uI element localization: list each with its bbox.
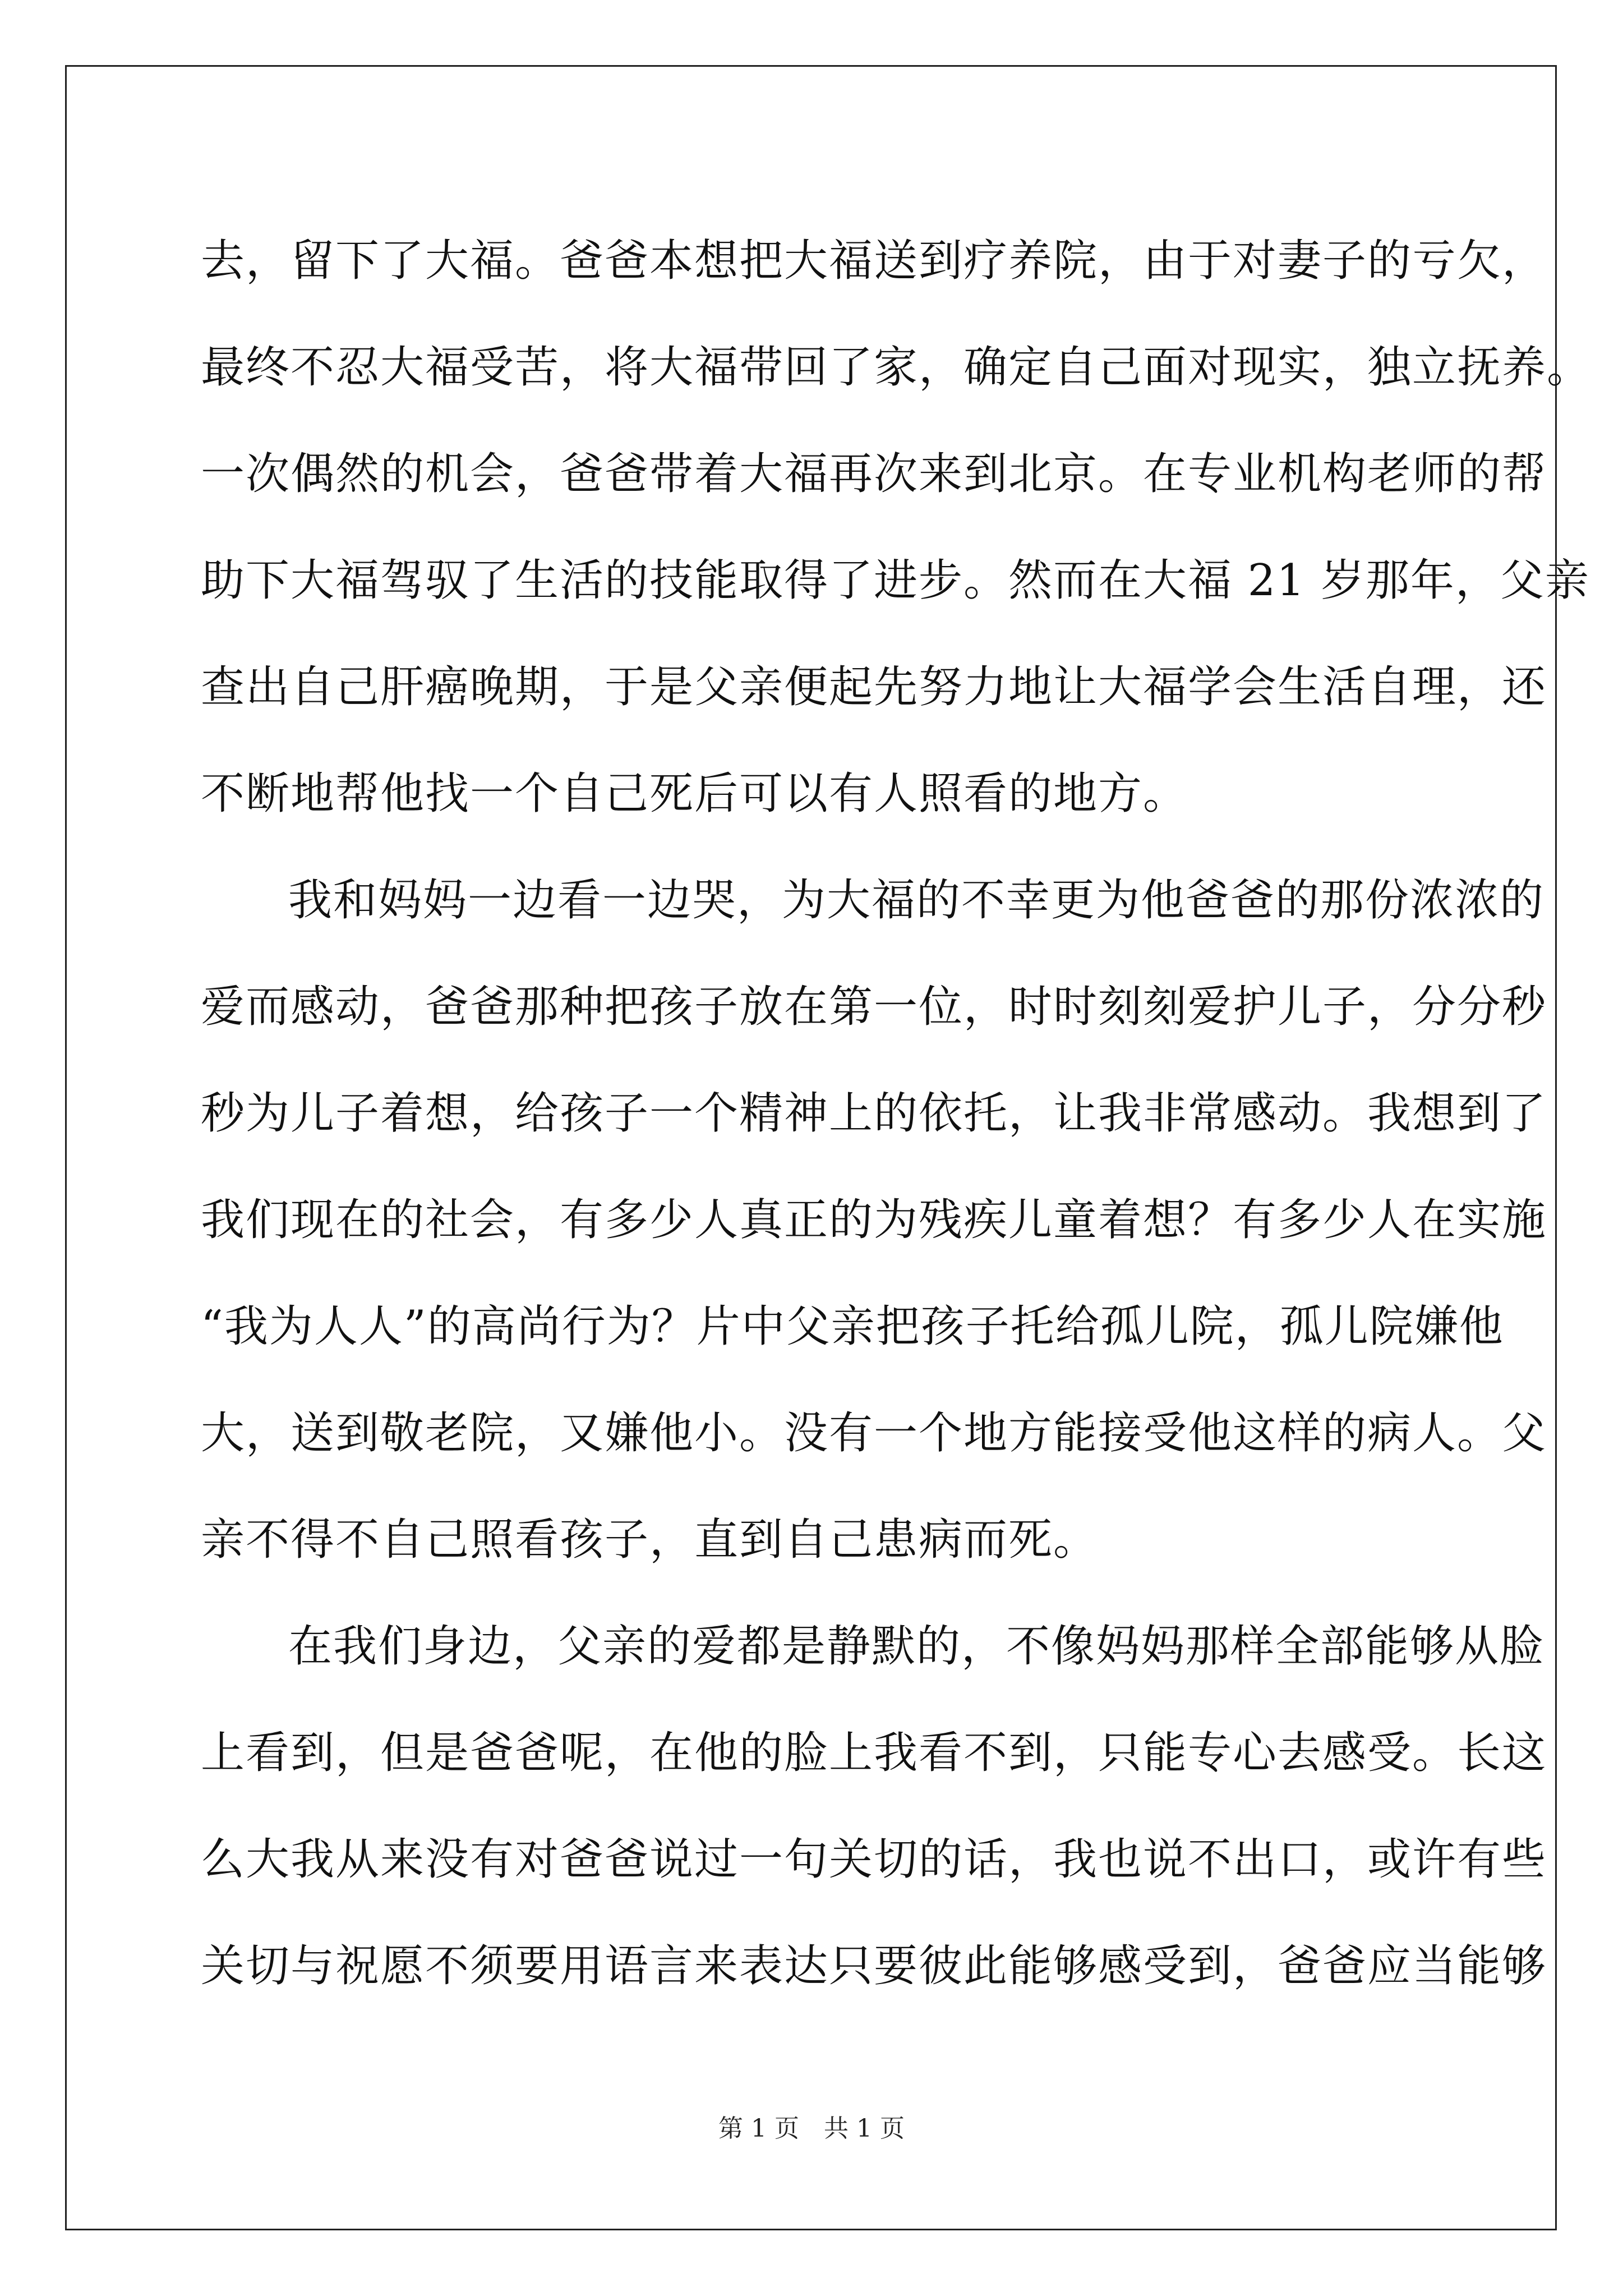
paragraph-line: 不断地帮他找一个自己死后可以有人照看的地方。: [201, 769, 1188, 819]
paragraph-line: 最终不忍大福受苦，将大福带回了家，确定自己面对现实，独立抚养。: [201, 342, 1592, 393]
page-footer: 第 1 页 共 1 页: [718, 2114, 905, 2143]
paragraph-line: 上看到，但是爸爸呢，在他的脸上我看不到，只能专心去感受。长这: [201, 1728, 1547, 1778]
paragraph-line: 在我们身边，父亲的爱都是静默的，不像妈妈那样全部能够从脸: [288, 1621, 1545, 1672]
paragraph-line: 大，送到敬老院，又嫌他小。没有一个地方能接受他这样的病人。父: [201, 1408, 1547, 1458]
paragraph-line: 我们现在的社会，有多少人真正的为残疾儿童着想？有多少人在实施: [201, 1195, 1547, 1245]
paragraph-line: 爱而感动，爸爸那种把孩子放在第一位，时时刻刻爱护儿子，分分秒: [201, 982, 1547, 1032]
paragraph-line: 我和妈妈一边看一边哭，为大福的不幸更为他爸爸的那份浓浓的: [288, 875, 1545, 926]
paragraph-line: 去，留下了大福。爸爸本想把大福送到疗养院，由于对妻子的亏欠，: [201, 236, 1547, 286]
paragraph-line: 关切与祝愿不须要用语言来表达只要彼此能够感受到，爸爸应当能够: [201, 1941, 1547, 1991]
paragraph-line: 亲不得不自己照看孩子，直到自己患病而死。: [201, 1515, 1099, 1565]
paragraph-line: 查出自己肝癌晚期，于是父亲便起先努力地让大福学会生活自理，还: [201, 662, 1547, 712]
paragraph-line: 么大我从来没有对爸爸说过一句关切的话，我也说不出口，或许有些: [201, 1834, 1547, 1885]
paragraph-line: 秒为儿子着想，给孩子一个精神上的依托，让我非常感动。我想到了: [201, 1088, 1547, 1139]
paragraph-line: 一次偶然的机会，爸爸带着大福再次来到北京。在专业机构老师的帮: [201, 449, 1547, 499]
paragraph-line: 助下大福驾驭了生活的技能取得了进步。然而在大福 21 岁那年，父亲: [201, 555, 1590, 606]
document-body: [201, 208, 1592, 2019]
paragraph-line: “我为人人”的高尚行为？片中父亲把孩子托给孤儿院，孤儿院嫌他: [201, 1301, 1504, 1352]
